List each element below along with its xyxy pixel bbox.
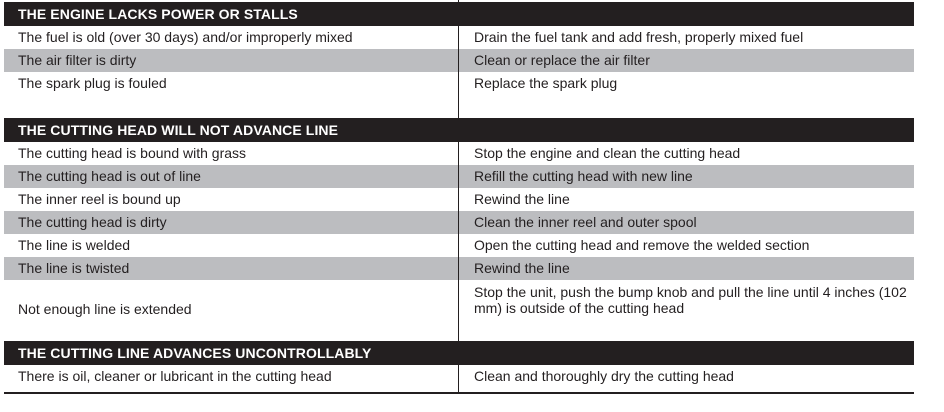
cause-cell: The cutting head is dirty [18,214,167,230]
table-row [4,257,914,280]
solution-cell: Open the cutting head and remove the welded section [474,237,810,253]
solution-cell: Clean or replace the air filter [474,52,650,68]
table-row [4,280,914,341]
table-bottom-rule [4,392,914,394]
cause-cell: There is oil, cleaner or lubricant in the cutting head [18,368,332,384]
cause-cell: The cutting head is bound with grass [18,145,247,161]
cause-cell: The line is welded [18,237,131,253]
solution-cell: Clean the inner reel and outer spool [474,214,697,230]
troubleshooting-table [4,2,914,388]
table-row [4,142,914,165]
table-row [4,26,914,49]
cause-cell: The fuel is old (over 30 days) and/or improperly mixed [18,29,353,45]
solution-cell: Rewind the line [474,191,570,207]
section-spacer [4,95,914,118]
solution-cell: Rewind the line [474,260,570,276]
cause-cell: The inner reel is bound up [18,191,181,207]
table-row [4,234,914,257]
cause-cell: The line is twisted [18,260,130,276]
table-row [4,49,914,72]
cause-cell: The spark plug is fouled [18,75,167,91]
table-row [4,365,914,388]
table-row [4,188,914,211]
table-row [4,165,914,188]
solution-cell: Replace the spark plug [474,75,618,91]
solution-cell: Refill the cutting head with new line [474,168,693,184]
column-divider [458,0,459,394]
solution-cell: Drain the fuel tank and add fresh, properly mixed fuel [474,29,804,45]
section-header-cutting-head: THE CUTTING HEAD WILL NOT ADVANCE LINE [4,118,914,142]
cause-cell: The air filter is dirty [18,52,137,68]
cause-cell: The cutting head is out of line [18,168,201,184]
solution-cell: Stop the engine and clean the cutting head [474,145,741,161]
section-header-line-advances: THE CUTTING LINE ADVANCES UNCONTROLLABLY [4,341,914,365]
cause-cell: Not enough line is extended [18,301,192,317]
section-header-engine-power: THE ENGINE LACKS POWER OR STALLS [4,2,914,26]
solution-cell: Clean and thoroughly dry the cutting head [474,368,734,384]
table-row [4,211,914,234]
table-row [4,72,914,95]
solution-cell: Stop the unit, push the bump knob and pull the line until 4 inches (102 mm) is outside of the cutting head [474,284,907,316]
